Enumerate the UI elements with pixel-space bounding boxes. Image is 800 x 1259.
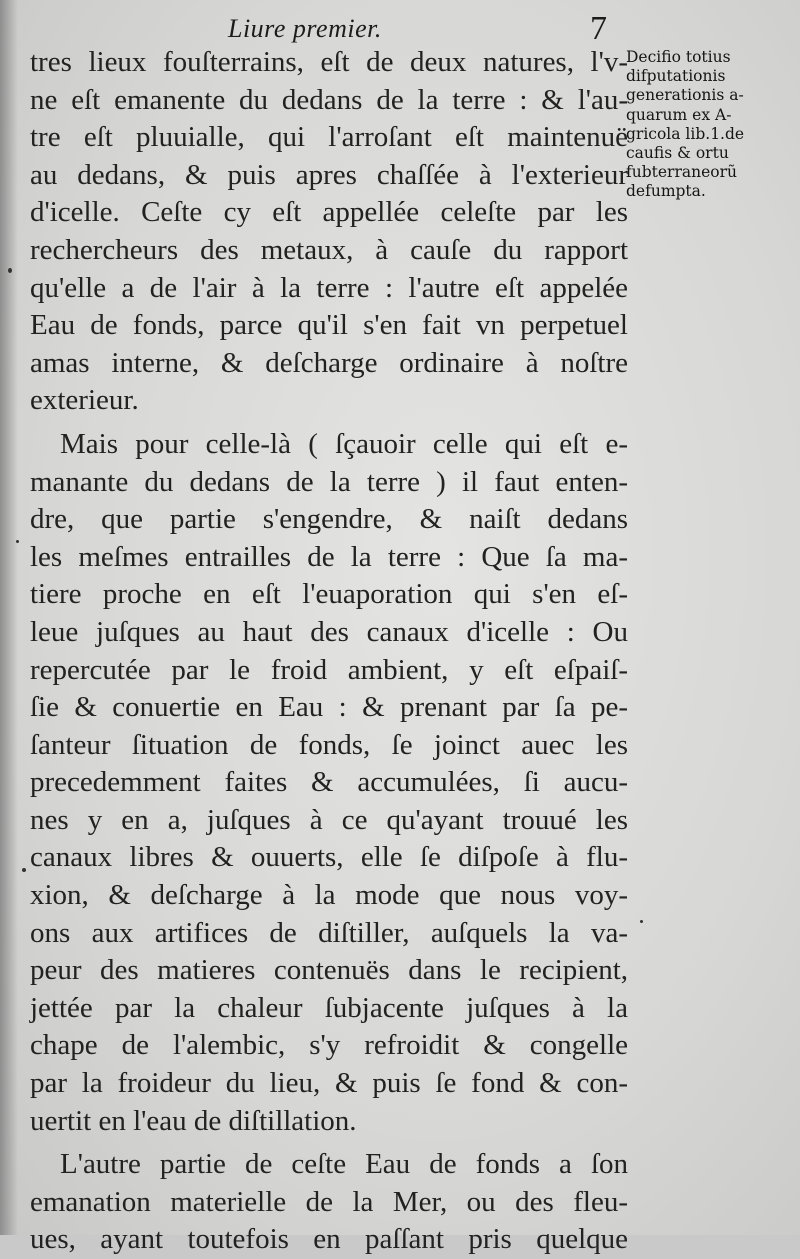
ink-speck — [22, 868, 26, 872]
margin-note-line: generationis a- — [626, 86, 744, 105]
text-line: nes y en a, juſques à ce qu'ayant trouué les — [30, 803, 628, 836]
text-line: tre eſt pluuialle, qui l'arroſant eſt maintenuë — [30, 121, 628, 154]
main-text-block — [30, 44, 628, 1259]
text-line: uertit en l'eau de diſtillation. — [30, 1104, 357, 1137]
text-line: ne eſt emanente du dedans de la terre : & l'au- — [30, 83, 628, 116]
text-line: repercutée par le froid ambient, y eſt eſpaiſ- — [30, 653, 628, 686]
margin-note-line: quarum ex A- — [626, 105, 732, 124]
text-line: xion, & deſcharge à la mode que nous voy- — [30, 879, 628, 912]
margin-note-line: Decifio totius — [626, 48, 731, 66]
text-line: dre, que partie s'engendre, & naiſt dedans — [30, 503, 628, 536]
text-line: amas interne, & deſcharge ordinaire à noſtre — [30, 346, 628, 379]
text-line: manante du dedans de la terre ) il faut enten- — [30, 465, 628, 498]
text-line: tres lieux fouſterrains, eſt de deux natures, l'v- — [30, 46, 628, 78]
text-line: ues, ayant toutefois en paſſant pris quelque — [30, 1223, 628, 1256]
running-head — [0, 6, 800, 47]
margin-note-line: caufis & ortu — [626, 144, 729, 163]
text-line: exterieur. — [30, 384, 139, 417]
running-head-title: Liure premier. — [228, 14, 382, 43]
text-line: peur des matieres contenuës dans le recipient, — [30, 954, 628, 987]
text-line: par la froideur du lieu, & puis ſe fond & con- — [30, 1067, 628, 1100]
ink-speck — [16, 540, 19, 543]
paragraph — [30, 426, 628, 1140]
paragraph — [30, 1146, 628, 1259]
margin-note-line: difputationis — [626, 67, 726, 86]
margin-note-line: fubterraneorũ — [626, 163, 737, 182]
ink-speck — [640, 920, 643, 923]
margin-note-line: gricola lib.1.de — [626, 124, 745, 143]
margin-note-line: defumpta. — [626, 182, 706, 201]
text-line: qu'elle a de l'air à la terre : l'autre eſt appelée — [30, 271, 628, 304]
text-line: canaux libres & ouuerts, elle ſe diſpoſe à flu- — [30, 841, 628, 874]
text-line: L'autre partie de ceſte Eau de fonds a ſon — [60, 1148, 628, 1181]
text-line: chape de l'alembic, s'y refroidit & congelle — [30, 1029, 628, 1062]
text-line: Eau de fonds, parce qu'il s'en fait vn perpetuel — [30, 309, 628, 342]
gutter-shadow — [0, 0, 18, 1235]
margin-note — [626, 48, 792, 202]
text-line: ſie & conuertie en Eau : & prenant par ſa pe- — [30, 691, 628, 724]
ink-speck — [8, 268, 12, 273]
text-line: leue juſques au haut des canaux d'icelle : Ou — [30, 615, 628, 648]
text-line: Mais pour celle-là ( ſçauoir celle qui eſt e- — [60, 427, 628, 460]
text-line: rechercheurs des metaux, à cauſe du rapport — [30, 233, 628, 266]
text-line: ons aux artifices de diſtiller, auſquels la va- — [30, 916, 628, 949]
text-line: d'icelle. Ceſte cy eſt appellée celeſte par les — [30, 196, 628, 229]
text-line: precedemment faites & accumulées, ſi aucu- — [30, 766, 628, 799]
text-line: tiere proche en eſt l'euaporation qui s'en eſ- — [30, 578, 628, 611]
text-line: emanation materielle de la Mer, ou des fleu- — [30, 1185, 628, 1218]
text-line: ſanteur ſituation de fonds, ſe joinct auec les — [30, 728, 628, 761]
page-number: 7 — [590, 10, 607, 47]
text-line: au dedans, & puis apres chaſſée à l'exterieur — [30, 158, 628, 191]
text-line: jettée par la chaleur ſubjacente juſques à la — [30, 991, 628, 1024]
paragraph — [30, 44, 628, 420]
text-line: les meſmes entrailles de la terre : Que ſa ma- — [30, 540, 628, 573]
